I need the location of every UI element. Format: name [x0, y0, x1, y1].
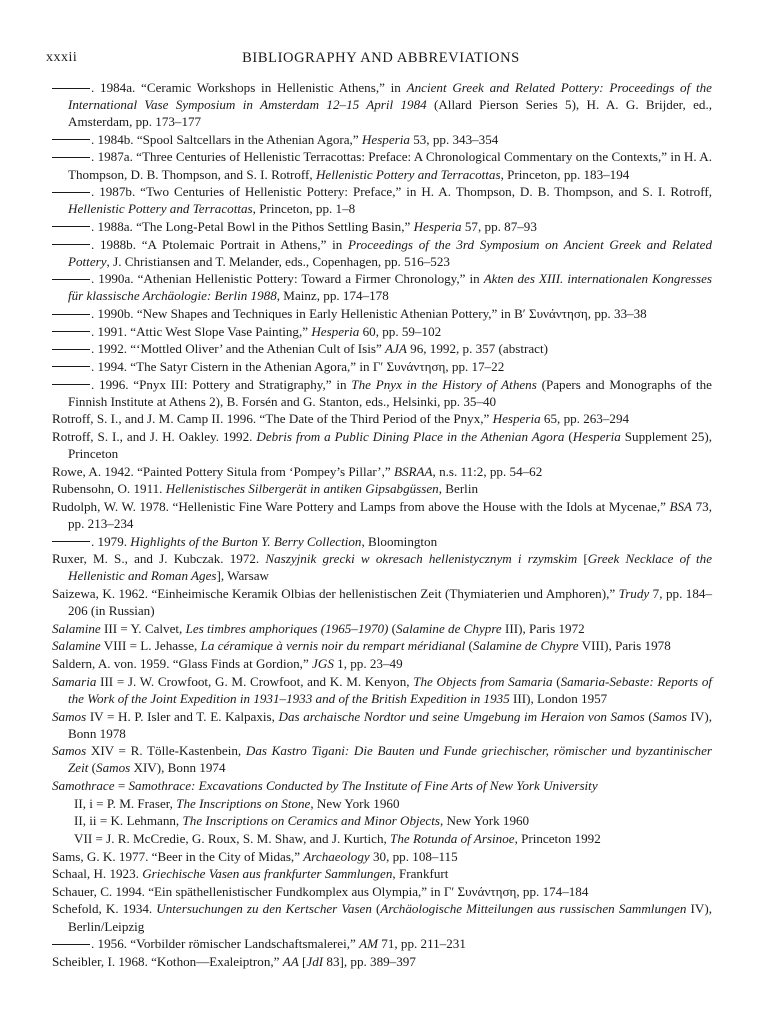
ditto-dash: [52, 384, 90, 385]
bibliography-entry: [52, 340, 712, 357]
entry-text: (Allard Pierson Series 5), H. A. G. Brijder, ed., Amsterdam, pp. 173–177: [68, 97, 712, 130]
bibliography-entry: [52, 463, 712, 480]
italic-title: Hesperia: [572, 428, 621, 444]
entry-text: , Princeton, pp. 183–194: [500, 166, 630, 182]
ditto-dash: [52, 192, 90, 193]
bibliography-entry: [52, 637, 712, 654]
entry-text: Schaal, H. 1923.: [52, 866, 143, 882]
entry-text: . 1992. “‘Mottled Oliver’ and the Athenian Cult of Isis”: [91, 341, 386, 357]
entry-text: XIV), Bonn 1974: [130, 760, 226, 776]
bibliography-entry: [52, 148, 712, 182]
entry-text: , J. Christiansen and T. Melander, eds., Copenhagen, pp. 516–523: [106, 253, 450, 269]
entry-text: Rotroff, S. I., and J. M. Camp II. 1996. “The Date of the Third Period of the Pnyx,”: [52, 411, 493, 427]
page-number: xxxii: [46, 50, 78, 65]
italic-title: Samos: [52, 708, 87, 724]
italic-title: Archaeology: [303, 848, 370, 864]
entry-text: 65, pp. 263–294: [540, 411, 630, 427]
entry-text: . 1991. “Attic West Slope Vase Painting,”: [91, 323, 312, 339]
entry-text: Schauer, C. 1994. “Ein späthellenistischer Fundkomplex aus Olympia,” in Γ′ Συνάντηση, pp. 174–184: [52, 883, 589, 899]
entry-text: 7, pp. 184–206 (in Russian): [68, 586, 712, 619]
entry-text: (: [644, 708, 653, 724]
entry-text: 57, pp. 87–93: [461, 218, 537, 234]
italic-title: Samos: [652, 708, 687, 724]
italic-title: La céramique à vernis noir du rempart méridianal: [200, 638, 466, 654]
entry-text: Supplement 25), Princeton: [68, 428, 712, 462]
entry-text: Scheibler, I. 1968. “Kothon—Exaleiptron,”: [52, 953, 283, 969]
italic-title: The Inscriptions on Stone: [176, 795, 311, 811]
entry-text: . 1994. “The Satyr Cistern in the Athenian Agora,” in Γ′ Συνάντηση, pp. 17–22: [91, 358, 505, 374]
italic-title: Hellenistic Pottery and Terracottas: [68, 201, 253, 217]
entry-text: , Frankfurt: [392, 866, 449, 882]
italic-title: Salamine: [52, 620, 101, 636]
entry-text: (: [88, 760, 97, 776]
entry-text: . 1984b. “Spool Saltcellars in the Athenian Agora,”: [91, 131, 362, 147]
ditto-dash: [52, 279, 90, 280]
entry-text: , n.s. 11:2, pp. 54–62: [432, 463, 543, 479]
bibliography-entry: [52, 428, 712, 462]
ditto-dash: [52, 88, 90, 89]
italic-title: Akten des XIII. internationalen Kongresses für klassische Archäologie: Berlin 1988: [68, 271, 712, 304]
entry-text: 53, pp. 343–354: [409, 131, 499, 147]
entry-text: Rudolph, W. W. 1978. “Hellenistic Fine Ware Pottery and Lamps from above the House with the Idols at Mycenae,”: [52, 499, 670, 514]
entry-text: Ruxer, M. S., and J. Kubczak. 1972.: [52, 551, 266, 567]
italic-title: AM: [359, 936, 378, 952]
entry-text: VIII), Paris 1978: [578, 638, 671, 654]
entry-text: Sams, G. K. 1977. “Beer in the City of Midas,”: [52, 848, 304, 864]
entry-text: (: [552, 673, 561, 689]
italic-title: Griechische Vasen aus frankfurter Sammlungen: [142, 866, 393, 882]
bibliography-entry: [52, 218, 712, 235]
entry-text: . 1988a. “The Long-Petal Bowl in the Pithos Settling Basin,”: [91, 218, 414, 234]
entry-text: (: [564, 428, 573, 444]
ditto-dash: [52, 244, 90, 245]
italic-title: The Rotunda of Arsinoe: [390, 830, 515, 846]
entry-text: , New York 1960: [310, 795, 400, 811]
italic-title: AJA: [385, 341, 407, 357]
bibliography-entry: [52, 708, 712, 742]
entry-text: . 1987a. “Three Centuries of Hellenistic Terracottas: Preface: A Chronological Commentary on the Contexts,” in H. A. Thompson, D. B. Thompson, and S. I. Rotroff,: [68, 149, 712, 182]
bibliography-entry: [52, 620, 712, 637]
italic-title: JdI: [306, 953, 324, 969]
entry-text: =: [114, 777, 129, 793]
entry-text: VII = J. R. McCredie, G. Roux, S. M. Shaw, and J. Kurtich,: [74, 830, 391, 846]
entry-text: (: [465, 638, 473, 654]
entry-text: Schefold, K. 1934.: [52, 901, 157, 917]
italic-title: Salamine de Chypre: [396, 620, 502, 636]
entry-text: . 1987b. “Two Centuries of Hellenistic Pottery: Preface,” in H. A. Thompson, D. B. Thompson, and S. I. Rotroff,: [91, 184, 712, 200]
italic-title: Les timbres amphoriques (1965–1970): [185, 620, 389, 636]
italic-title: Debris from a Public Dining Place in the Athenian Agora: [256, 428, 565, 444]
entry-text: , Princeton, pp. 1–8: [252, 201, 356, 217]
entry-text: IV), Bonn 1978: [68, 708, 712, 741]
italic-title: Samos: [96, 760, 131, 776]
ditto-dash: [52, 314, 90, 315]
entry-text: . 1996. “Pnyx III: Pottery and Stratigraphy,” in: [91, 376, 352, 392]
entry-text: , Bloomington: [361, 533, 438, 549]
bibliography-entry: [52, 131, 712, 148]
entry-text: 71, pp. 211–231: [378, 936, 466, 952]
italic-title: The Inscriptions on Ceramics and Minor Objects: [182, 813, 440, 829]
running-title: BIBLIOGRAPHY AND ABBREVIATIONS: [242, 50, 520, 66]
bibliography-entry: [52, 236, 712, 270]
italic-title: The Objects from Samaria: [413, 673, 553, 689]
entry-text: II, ii = K. Lehmann,: [74, 813, 183, 829]
italic-title: BSRAA: [393, 463, 433, 479]
ditto-dash: [52, 349, 90, 350]
entry-text: ], Warsaw: [216, 568, 270, 584]
italic-title: Naszyjnik grecki w okresach hellenistycznym i rzymskim: [265, 551, 578, 567]
italic-title: Hellenistisches Silbergerät in antiken Gipsabgüssen: [165, 481, 439, 497]
italic-title: Samaria: [52, 673, 97, 689]
bibliography-entry: [52, 865, 712, 882]
bibliography-entry: [52, 79, 712, 130]
bibliography-subentry: [52, 830, 712, 847]
bibliography-entry: [52, 848, 712, 865]
italic-title: The Pnyx in the History of Athens: [351, 376, 537, 392]
italic-title: Salamine de Chypre: [472, 638, 579, 654]
ditto-dash: [52, 541, 90, 542]
entry-text: III), London 1957: [509, 690, 608, 706]
bibliography-entry: [52, 270, 712, 304]
italic-title: Proceedings of the 3rd Symposium on Ancient Greek and Related Pottery: [68, 236, 712, 269]
entry-text: . 1988b. “A Ptolemaic Portrait in Athens,” in: [91, 236, 349, 252]
italic-title: Samos: [52, 743, 87, 759]
entry-text: IV), Berlin/Leipzig: [68, 901, 712, 934]
entry-text: . 1979.: [91, 533, 131, 549]
italic-title: Highlights of the Burton Y. Berry Collection: [130, 533, 362, 549]
entry-text: 1, pp. 23–49: [333, 656, 403, 672]
italic-title: Trudy: [618, 586, 650, 602]
italic-title: AA: [282, 953, 299, 969]
entry-text: 73, pp. 213–234: [68, 499, 713, 532]
italic-title: Das Kastro Tigani: Die Bauten und Funde griechischer, römischer und byzantinischer Zeit: [68, 743, 712, 776]
italic-title: JGS: [312, 656, 334, 672]
entry-text: III = Y. Calvet,: [100, 620, 186, 636]
entry-text: . 1956. “Vorbilder römischer Landschaftsmalerei,”: [91, 936, 360, 952]
entry-text: IV = H. P. Isler and T. E. Kalpaxis,: [86, 708, 279, 724]
bibliography-entry: [52, 935, 712, 952]
ditto-dash: [52, 944, 90, 945]
entry-text: [: [298, 953, 307, 969]
italic-title: BSA: [669, 499, 693, 514]
entry-text: XIV = R. Tölle-Kastenbein,: [86, 743, 246, 759]
ditto-dash: [52, 139, 90, 140]
bibliography-entry: [52, 183, 712, 217]
bibliography-entry: [52, 953, 712, 970]
entry-text: 96, 1992, p. 357 (abstract): [406, 341, 548, 357]
bibliography-entry: [52, 900, 712, 934]
bibliography-entry: [52, 673, 712, 707]
italic-title: Samothrace: [52, 777, 115, 793]
ditto-dash: [52, 157, 90, 158]
entry-text: III = J. W. Crowfoot, G. M. Crowfoot, and K. M. Kenyon,: [96, 673, 414, 689]
entry-text: . 1984a. “Ceramic Workshops in Hellenistic Athens,” in: [91, 80, 407, 95]
entry-text: [: [577, 551, 588, 567]
italic-title: Ancient Greek and Related Pottery: Proceedings of the International Vase Symposium in Amsterdam 12–15 April 1984: [68, 80, 712, 113]
ditto-dash: [52, 366, 90, 367]
italic-title: Samaria-Sebaste: Reports of the Work of the Joint Expedition in 1931–1933 and of the British Expedition in 1935: [68, 673, 713, 706]
entry-text: 83], pp. 389–397: [323, 953, 416, 969]
entry-text: (Papers and Monographs of the Finnish Institute at Athens 2), B. Forsén and G. Stanton, eds., Helsinki, pp. 35–40: [68, 376, 712, 409]
bibliography-entry: [52, 305, 712, 322]
entry-text: II, i = P. M. Fraser,: [74, 795, 177, 811]
bibliography-entry: [52, 883, 712, 900]
entry-text: Rowe, A. 1942. “Painted Pottery Situla from ‘Pompey’s Pillar’,”: [52, 463, 394, 479]
bibliography-entry: [52, 777, 712, 794]
bibliography-entry: [52, 585, 712, 619]
ditto-dash: [52, 226, 90, 227]
bibliography-subentry: [52, 812, 712, 829]
italic-title: Hesperia: [413, 218, 462, 234]
bibliography-subentry: [52, 795, 712, 812]
entry-text: , Princeton 1992: [514, 830, 601, 846]
entry-text: Saldern, A. von. 1959. “Glass Finds at Gordion,”: [52, 656, 313, 672]
entry-text: , Mainz, pp. 174–178: [276, 288, 389, 304]
entry-text: Rotroff, S. I., and J. H. Oakley. 1992.: [52, 428, 257, 444]
entry-text: 30, pp. 108–115: [369, 848, 458, 864]
bibliography-entry: [52, 358, 712, 375]
entry-text: . 1990b. “New Shapes and Techniques in Early Hellenistic Athenian Pottery,” in B′ Συνάντηση, pp. 33–38: [91, 306, 647, 322]
bibliography-entry: [52, 480, 712, 497]
italic-title: Archäologische Mitteilungen aus russischen Sammlungen: [380, 901, 687, 917]
ditto-dash: [52, 331, 90, 332]
entry-text: VIII = L. Jehasse,: [100, 638, 201, 654]
entry-text: (: [371, 901, 381, 917]
bibliography-entry: [52, 550, 712, 584]
running-head: [46, 50, 716, 70]
italic-title: Greek Necklace of the Hellenistic and Roman Ages: [68, 551, 713, 584]
italic-title: Salamine: [52, 638, 101, 654]
bibliography-entry: [52, 498, 712, 532]
bibliography-entry: [52, 533, 712, 550]
bibliography-entry: [52, 655, 712, 672]
entry-text: , Berlin: [438, 481, 479, 497]
italic-title: Hellenistic Pottery and Terracottas: [315, 166, 501, 182]
italic-title: Hesperia: [361, 131, 410, 147]
italic-title: Samothrace: Excavations Conducted by The Institute of Fine Arts of New York University: [128, 777, 598, 793]
italic-title: Untersuchungen zu den Kertscher Vasen: [156, 901, 372, 917]
bibliography-entry: [52, 376, 712, 410]
bibliography-entry: [52, 742, 712, 776]
bibliography-list: [52, 79, 712, 970]
entry-text: . 1990a. “Athenian Hellenistic Pottery: Toward a Firmer Chronology,” in: [91, 271, 484, 287]
entry-text: 60, pp. 59–102: [359, 323, 442, 339]
entry-text: (: [388, 620, 397, 636]
italic-title: Hesperia: [492, 411, 541, 427]
italic-title: Das archaische Nordtor und seine Umgebung im Heraion von Samos: [278, 708, 645, 724]
entry-text: III), Paris 1972: [501, 620, 585, 636]
bibliography-entry: [52, 323, 712, 340]
entry-text: , New York 1960: [439, 813, 530, 829]
italic-title: Hesperia: [311, 323, 360, 339]
entry-text: Rubensohn, O. 1911.: [52, 481, 166, 497]
entry-text: Saizewa, K. 1962. “Einheimische Keramik Olbias der hellenistischen Zeit (Thymiaterien und Amphoren),”: [52, 586, 619, 602]
bibliography-entry: [52, 410, 712, 427]
